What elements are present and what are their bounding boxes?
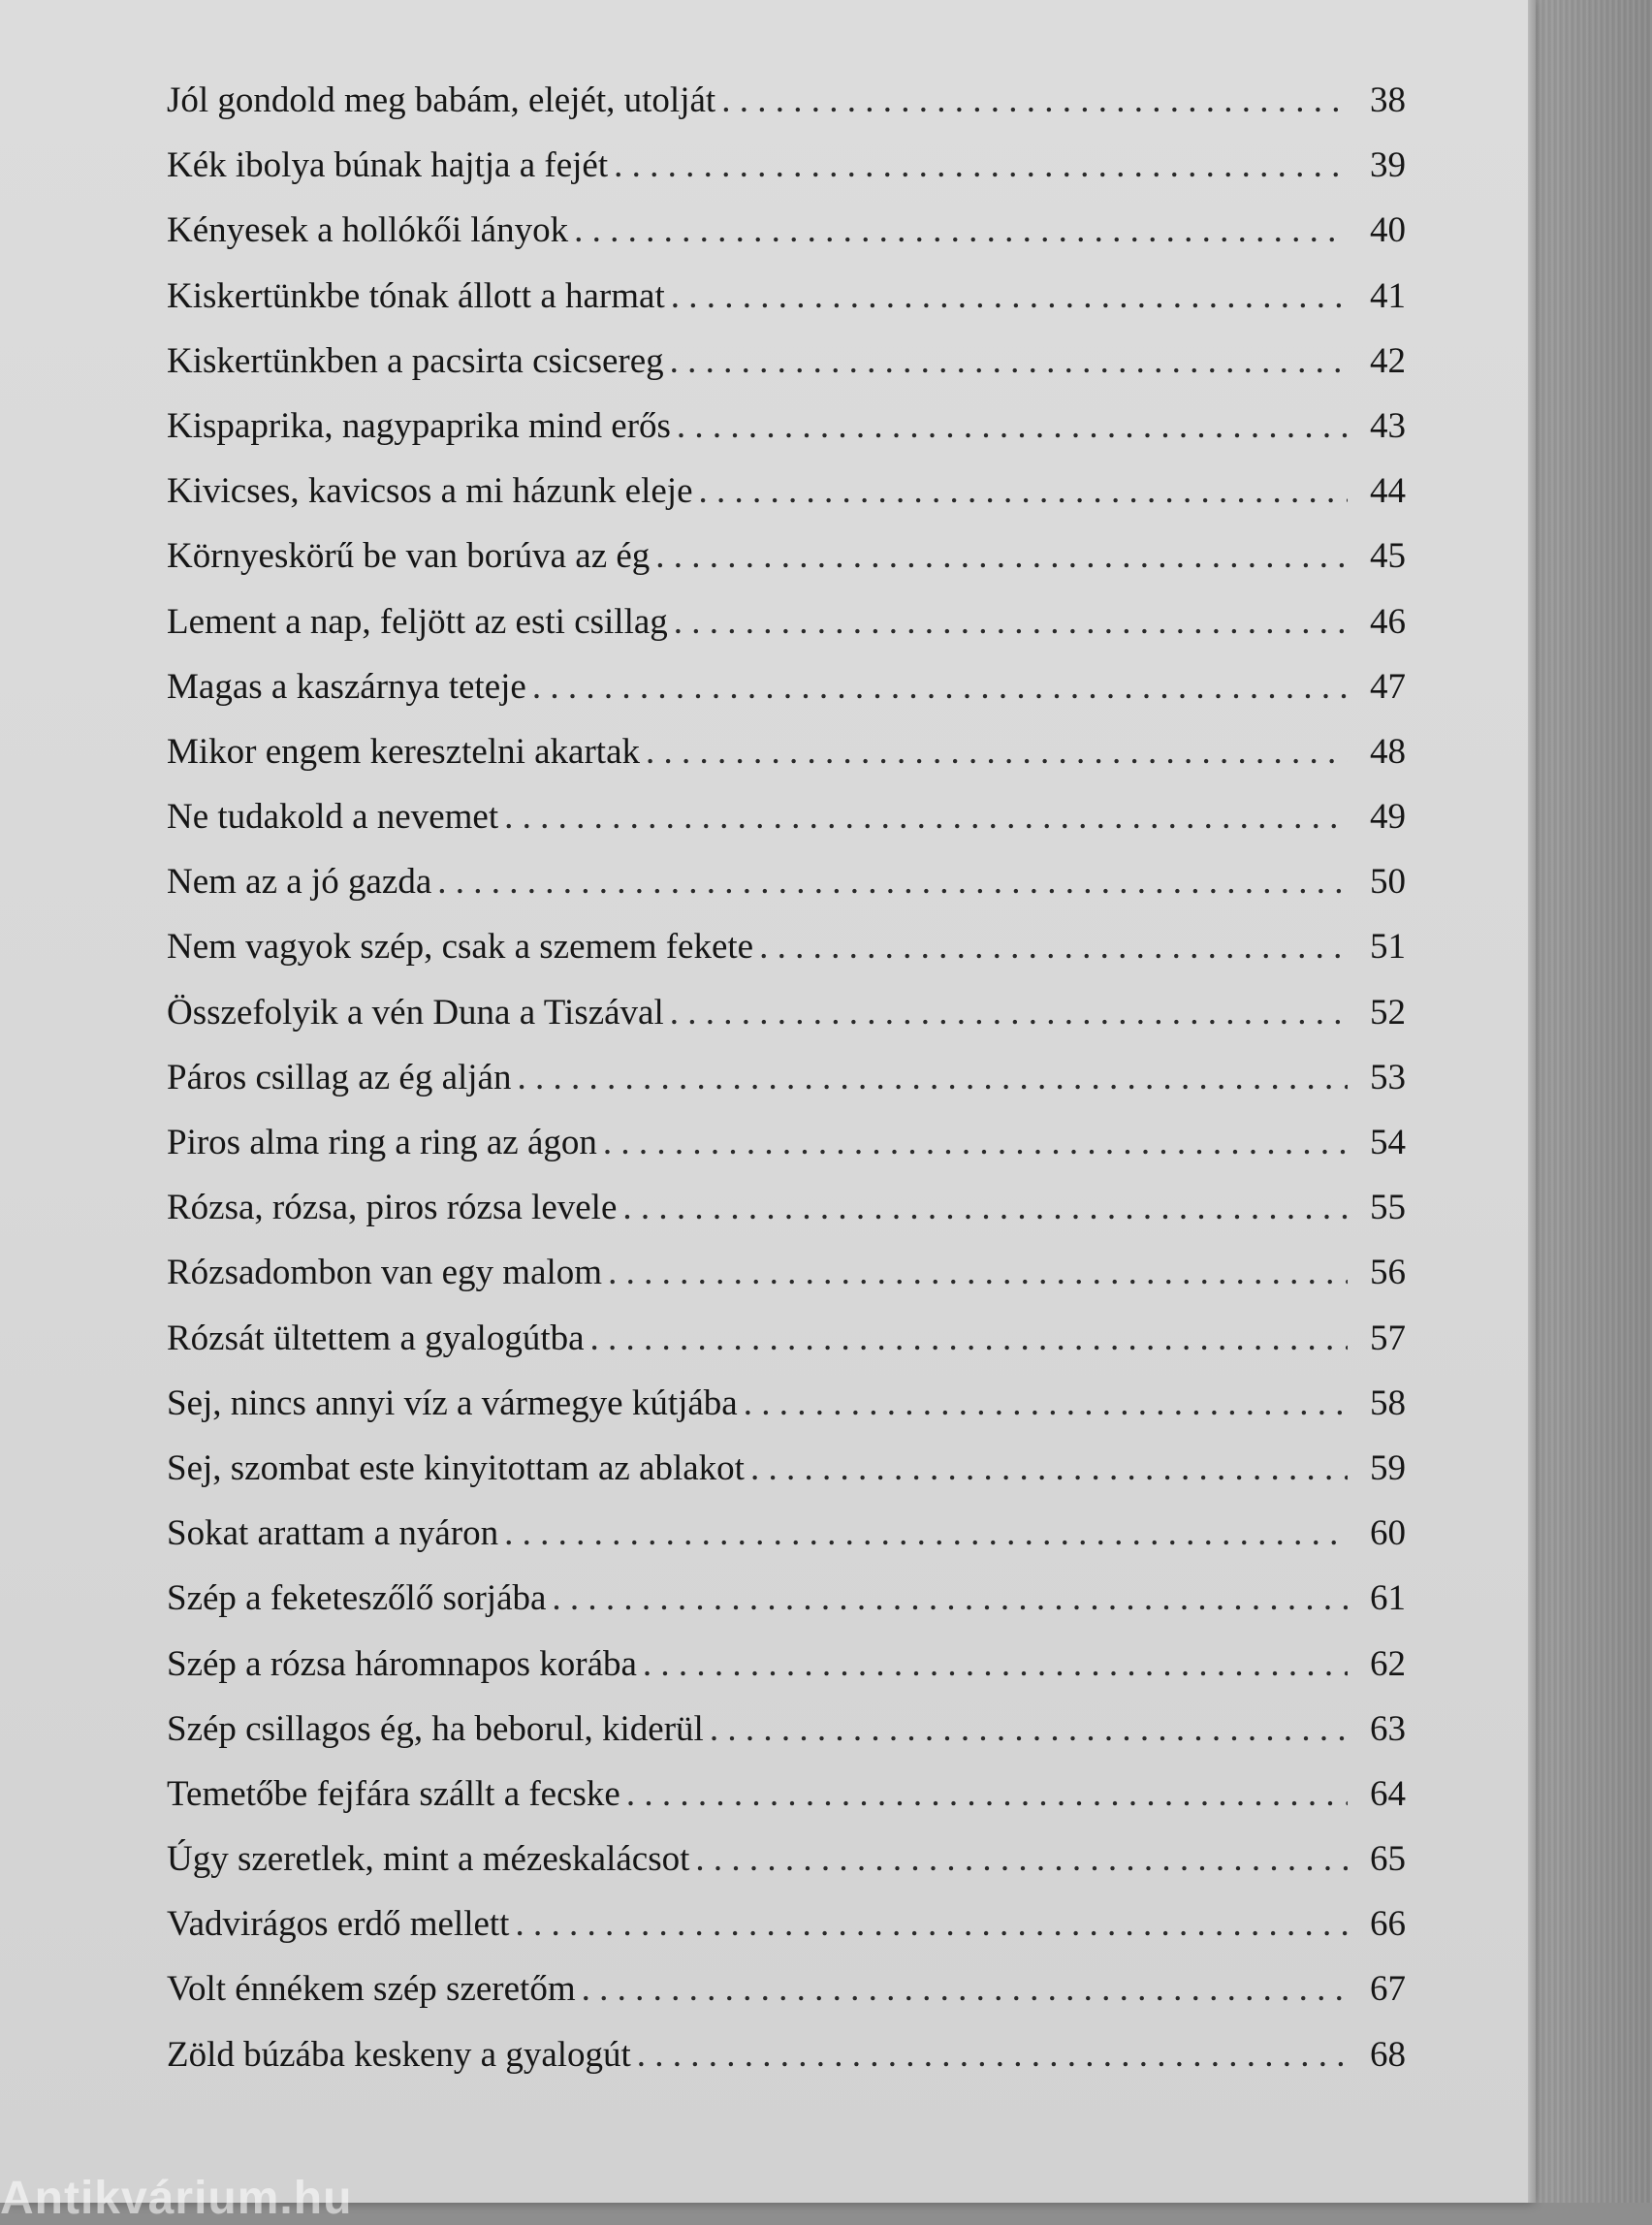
dot-leader xyxy=(574,198,1348,263)
toc-entry xyxy=(167,68,1406,133)
toc-entry-title: Magas a kaszárnya teteje xyxy=(167,666,526,707)
toc-entry-title: Kényesek a hollókői lányok xyxy=(167,210,569,251)
toc-entry-title: Kispaprika, nagypaprika mind erős xyxy=(167,405,671,446)
toc-entry-title: Szép a feketeszőlő sorjába xyxy=(167,1578,547,1619)
dot-leader xyxy=(670,329,1348,394)
toc-entry-title: Összefolyik a vén Duna a Tiszával xyxy=(167,992,664,1033)
toc-entry-title: Sej, szombat este kinyitottam az ablakot xyxy=(167,1447,745,1488)
toc-entry xyxy=(167,849,1406,914)
toc-entry-title: Kivicses, kavicsos a mi házunk eleje xyxy=(167,471,693,512)
dot-leader xyxy=(750,1436,1348,1501)
toc-entry-title: Úgy szeretlek, mint a mézeskalácsot xyxy=(167,1839,690,1880)
watermark-text: Antikvárium.hu xyxy=(0,2173,353,2224)
toc-entry xyxy=(167,1306,1406,1371)
toc-entry xyxy=(167,1240,1406,1305)
dot-leader xyxy=(710,1697,1348,1762)
toc-entry xyxy=(167,1762,1406,1827)
dot-leader xyxy=(517,1045,1348,1110)
dot-leader xyxy=(671,264,1348,329)
toc-entry-title: Rózsát ültettem a gyalogútba xyxy=(167,1318,585,1358)
toc-entry-page-number: 45 xyxy=(1370,536,1406,577)
toc-entry-title: Temetőbe fejfára szállt a fecske xyxy=(167,1773,620,1814)
toc-entry xyxy=(167,133,1406,198)
toc-entry-page-number: 68 xyxy=(1370,2034,1406,2075)
dot-leader xyxy=(504,784,1348,849)
dot-leader xyxy=(695,1827,1348,1891)
toc-entry-title: Szép csillagos ég, ha beborul, kiderül xyxy=(167,1708,704,1749)
toc-entry xyxy=(167,459,1406,524)
toc-entry-title: Volt énnékem szép szeretőm xyxy=(167,1969,576,2010)
toc-entry-page-number: 38 xyxy=(1370,80,1406,120)
dot-leader xyxy=(655,524,1348,588)
toc-entry-page-number: 65 xyxy=(1370,1839,1406,1880)
dot-leader xyxy=(670,980,1348,1045)
toc-entry-page-number: 50 xyxy=(1370,862,1406,903)
toc-entry-page-number: 43 xyxy=(1370,405,1406,446)
toc-entry xyxy=(167,719,1406,784)
toc-entry-page-number: 57 xyxy=(1370,1318,1406,1358)
toc-entry-page-number: 55 xyxy=(1370,1188,1406,1228)
dot-leader xyxy=(643,1632,1348,1697)
toc-entry-page-number: 46 xyxy=(1370,601,1406,642)
toc-entry-page-number: 48 xyxy=(1370,731,1406,772)
toc-entry-title: Ne tudakold a nevemet xyxy=(167,797,499,838)
dot-leader xyxy=(614,133,1348,198)
dot-leader xyxy=(552,1566,1348,1631)
toc-entry-title: Rózsadombon van egy malom xyxy=(167,1253,603,1293)
toc-entry-page-number: 41 xyxy=(1370,275,1406,316)
toc-entry xyxy=(167,1891,1406,1956)
dot-leader xyxy=(646,719,1348,784)
dot-leader xyxy=(677,394,1348,459)
toc-entry xyxy=(167,524,1406,588)
toc-entry xyxy=(167,2022,1406,2087)
toc-entry xyxy=(167,1501,1406,1566)
toc-entry xyxy=(167,1110,1406,1175)
toc-entry xyxy=(167,394,1406,459)
toc-entry xyxy=(167,198,1406,263)
toc-entry-title: Piros alma ring a ring az ágon xyxy=(167,1123,597,1162)
toc-entry xyxy=(167,589,1406,654)
dot-leader xyxy=(603,1110,1348,1175)
toc-entry xyxy=(167,264,1406,329)
toc-entry-title: Zöld búzába keskeny a gyalogút xyxy=(167,2034,631,2075)
dot-leader xyxy=(626,1762,1348,1827)
toc-entry xyxy=(167,914,1406,979)
toc-entry-page-number: 64 xyxy=(1370,1773,1406,1814)
toc-entry xyxy=(167,1827,1406,1891)
toc-entry-page-number: 44 xyxy=(1370,471,1406,512)
toc-entry-title: Kiskertünkben a pacsirta csicsereg xyxy=(167,340,664,381)
toc-entry xyxy=(167,1436,1406,1501)
toc-entry-page-number: 59 xyxy=(1370,1447,1406,1488)
page-edge xyxy=(1528,0,1536,2203)
toc-entry-page-number: 51 xyxy=(1370,927,1406,968)
toc-entry-title: Sej, nincs annyi víz a vármegye kútjába xyxy=(167,1383,738,1423)
toc-entry-page-number: 58 xyxy=(1370,1383,1406,1423)
toc-entry-title: Sokat arattam a nyáron xyxy=(167,1513,499,1554)
dot-leader xyxy=(504,1501,1348,1566)
toc-entry xyxy=(167,1956,1406,2021)
toc-entry-page-number: 54 xyxy=(1370,1123,1406,1162)
dot-leader xyxy=(532,654,1348,719)
toc-entry-page-number: 40 xyxy=(1370,210,1406,251)
toc-entry-page-number: 67 xyxy=(1370,1969,1406,2010)
toc-entry xyxy=(167,329,1406,394)
toc-entry-title: Környeskörű be van borúva az ég xyxy=(167,536,651,577)
toc-entry-page-number: 53 xyxy=(1370,1057,1406,1097)
toc-entry-page-number: 49 xyxy=(1370,797,1406,838)
toc-entry-title: Vadvirágos erdő mellett xyxy=(167,1904,510,1945)
toc-entry-page-number: 39 xyxy=(1370,145,1406,186)
dot-leader xyxy=(744,1371,1348,1436)
dot-leader xyxy=(721,68,1348,133)
toc-entry-page-number: 52 xyxy=(1370,992,1406,1033)
dot-leader xyxy=(608,1240,1348,1305)
toc-entry xyxy=(167,654,1406,719)
toc-entry-title: Szép a rózsa háromnapos korába xyxy=(167,1643,637,1684)
toc-entry-page-number: 62 xyxy=(1370,1643,1406,1684)
toc-entry-title: Nem az a jó gazda xyxy=(167,862,432,903)
toc-entry xyxy=(167,1697,1406,1762)
toc-entry xyxy=(167,1045,1406,1110)
toc-entry-title: Rózsa, rózsa, piros rózsa levele xyxy=(167,1188,618,1228)
dot-leader xyxy=(759,914,1348,979)
dot-leader xyxy=(699,459,1349,524)
toc-entry xyxy=(167,1371,1406,1436)
toc-entry-page-number: 66 xyxy=(1370,1904,1406,1945)
toc-entry-title: Lement a nap, feljött az esti csillag xyxy=(167,601,668,642)
toc-entry-title: Mikor engem keresztelni akartak xyxy=(167,731,640,772)
dot-leader xyxy=(637,2022,1348,2087)
table-of-contents xyxy=(167,68,1406,2087)
toc-entry xyxy=(167,1632,1406,1697)
toc-entry xyxy=(167,1566,1406,1631)
toc-entry-page-number: 61 xyxy=(1370,1578,1406,1619)
toc-entry-page-number: 63 xyxy=(1370,1708,1406,1749)
dot-leader xyxy=(515,1891,1348,1956)
toc-entry-title: Kiskertünkbe tónak állott a harmat xyxy=(167,275,665,316)
dot-leader xyxy=(590,1306,1348,1371)
dot-leader xyxy=(674,589,1348,654)
toc-entry-page-number: 47 xyxy=(1370,666,1406,707)
toc-entry xyxy=(167,784,1406,849)
dot-leader xyxy=(622,1175,1348,1240)
toc-entry-title: Kék ibolya búnak hajtja a fejét xyxy=(167,145,609,186)
toc-entry-title: Jól gondold meg babám, elejét, utolját xyxy=(167,80,716,120)
dot-leader xyxy=(437,849,1348,914)
toc-entry xyxy=(167,980,1406,1045)
toc-entry xyxy=(167,1175,1406,1240)
toc-entry-page-number: 60 xyxy=(1370,1513,1406,1554)
toc-entry-title: Páros csillag az ég alján xyxy=(167,1057,512,1097)
dot-leader xyxy=(582,1956,1348,2021)
toc-entry-title: Nem vagyok szép, csak a szemem fekete xyxy=(167,927,754,968)
toc-entry-page-number: 56 xyxy=(1370,1253,1406,1293)
toc-entry-page-number: 42 xyxy=(1370,340,1406,381)
